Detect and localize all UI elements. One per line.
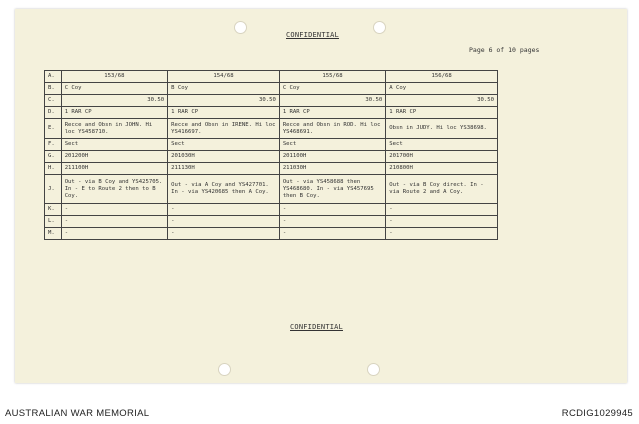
row-label: D. xyxy=(45,107,62,119)
row-label: F. xyxy=(45,139,62,151)
punch-hole-top-left xyxy=(234,21,247,34)
archive-name: AUSTRALIAN WAR MEMORIAL xyxy=(5,408,150,419)
table-cell: Sect xyxy=(168,139,280,151)
table-cell: Out - via A Coy and YS427701. In - via YS420685 then A Coy. xyxy=(168,175,280,204)
table-cell: - xyxy=(386,204,498,216)
serial-table xyxy=(44,70,498,240)
table-row xyxy=(45,119,498,139)
table-cell: Out - via B Coy and YS425705. In - E to Route 2 then to B Coy. xyxy=(61,175,167,204)
table-row xyxy=(45,107,498,119)
table-cell: 211030H xyxy=(279,163,385,175)
table-row xyxy=(45,228,498,240)
table-cell: - xyxy=(279,204,385,216)
footer-classification: CONFIDENTIAL xyxy=(290,323,343,331)
table-cell: - xyxy=(61,228,167,240)
table-cell: - xyxy=(386,216,498,228)
table-row xyxy=(45,71,498,83)
table-cell: 30.50 xyxy=(168,95,280,107)
row-label: M. xyxy=(45,228,62,240)
table-cell: - xyxy=(168,216,280,228)
punch-hole-bottom-right xyxy=(367,363,380,376)
row-label: B. xyxy=(45,83,62,95)
table-cell: Sect xyxy=(279,139,385,151)
table-cell: - xyxy=(386,228,498,240)
table-cell: - xyxy=(279,216,385,228)
document-page xyxy=(15,9,627,383)
table-cell: - xyxy=(279,228,385,240)
table-cell: Recce and Obsn in IRENE. Hi loc YS416697. xyxy=(168,119,280,139)
table-row xyxy=(45,216,498,228)
table-cell: 30.50 xyxy=(386,95,498,107)
page-number: Page 6 of 10 pages xyxy=(469,46,540,54)
table-cell: 153/68 xyxy=(61,71,167,83)
table-row xyxy=(45,95,498,107)
table-cell: - xyxy=(168,228,280,240)
row-label: A. xyxy=(45,71,62,83)
table-cell: 1 RAR CP xyxy=(61,107,167,119)
table-cell: Recce and Obsn in ROD. Hi loc YS468691. xyxy=(279,119,385,139)
table-cell: Sect xyxy=(61,139,167,151)
table-row xyxy=(45,175,498,204)
table-cell: C Coy xyxy=(61,83,167,95)
table-cell: Out - via B Coy direct. In - via Route 2 and A Coy. xyxy=(386,175,498,204)
table-cell: 211100H xyxy=(61,163,167,175)
table-cell: B Coy xyxy=(168,83,280,95)
table-cell: Sect xyxy=(386,139,498,151)
table-cell: Recce and Obsn in JOHN. Hi loc YS458710. xyxy=(61,119,167,139)
table-cell: Out - via YS458688 then YS468680. In - via YS457695 then B Coy. xyxy=(279,175,385,204)
table-row xyxy=(45,139,498,151)
table-cell: 211130H xyxy=(168,163,280,175)
table-cell: 1 RAR CP xyxy=(279,107,385,119)
row-label: J. xyxy=(45,175,62,204)
table-cell: C Coy xyxy=(279,83,385,95)
punch-hole-top-right xyxy=(373,21,386,34)
archive-footer xyxy=(0,396,639,424)
table-cell: 156/68 xyxy=(386,71,498,83)
row-label: H. xyxy=(45,163,62,175)
table-cell: 201100H xyxy=(279,151,385,163)
table-row xyxy=(45,151,498,163)
archive-reference: RCDIG1029945 xyxy=(561,408,633,419)
table-cell: A Coy xyxy=(386,83,498,95)
row-label: C. xyxy=(45,95,62,107)
table-cell: 154/68 xyxy=(168,71,280,83)
table-cell: Obsn in JUDY. Hi loc YS38698. xyxy=(386,119,498,139)
table-cell: 201200H xyxy=(61,151,167,163)
table-cell: - xyxy=(61,216,167,228)
table-cell: - xyxy=(61,204,167,216)
row-label: G. xyxy=(45,151,62,163)
table-cell: 30.50 xyxy=(279,95,385,107)
table-cell: 1 RAR CP xyxy=(386,107,498,119)
table-cell: 155/68 xyxy=(279,71,385,83)
header-classification: CONFIDENTIAL xyxy=(286,31,339,39)
table-row xyxy=(45,83,498,95)
table-row xyxy=(45,163,498,175)
table-cell: 201700H xyxy=(386,151,498,163)
table-cell: - xyxy=(168,204,280,216)
row-label: E. xyxy=(45,119,62,139)
row-label: L. xyxy=(45,216,62,228)
table-cell: 210800H xyxy=(386,163,498,175)
table-row xyxy=(45,204,498,216)
row-label: K. xyxy=(45,204,62,216)
table-cell: 201030H xyxy=(168,151,280,163)
punch-hole-bottom-left xyxy=(218,363,231,376)
table-cell: 30.50 xyxy=(61,95,167,107)
table-cell: 1 RAR CP xyxy=(168,107,280,119)
